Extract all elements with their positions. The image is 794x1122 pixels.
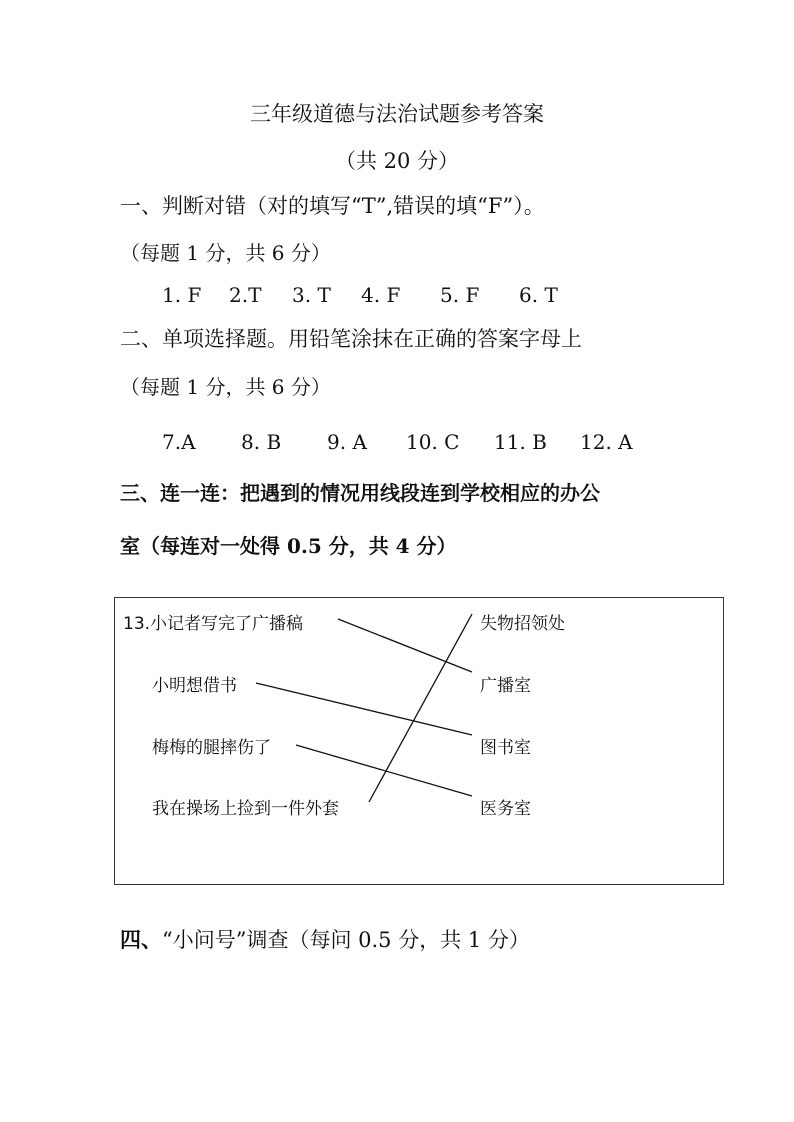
section3-heading-line1: 三、连一连：把遇到的情况用线段连到学校相应的办公 — [120, 481, 600, 505]
match-line-2 — [256, 683, 472, 735]
total-score: （共 20 分） — [334, 149, 460, 173]
section2-score: （每题 1 分，共 6 分） — [120, 375, 331, 399]
answer-9: 9. A — [327, 430, 367, 454]
answer-8: 8. B — [241, 430, 282, 454]
match-line-3 — [296, 745, 472, 796]
section3-heading-line2: 室（每连对一处得 0.5 分，共 4 分） — [120, 534, 457, 558]
match-left-4: 我在操场上捡到一件外套 — [152, 799, 339, 819]
answer-12: 12. A — [580, 430, 633, 454]
section1-score: （每题 1 分，共 6 分） — [120, 241, 331, 265]
match-left-1: 13.小记者写完了广播稿 — [123, 614, 304, 634]
match-right-4: 医务室 — [480, 799, 531, 819]
answer-1: 1. F — [162, 283, 202, 307]
answer-4: 4. F — [361, 283, 401, 307]
section4-heading — [120, 924, 530, 954]
answer-10: 10. C — [406, 430, 460, 454]
match-left-2: 小明想借书 — [152, 676, 237, 696]
match-line-4 — [369, 614, 472, 802]
answer-2: 2.T — [229, 283, 262, 307]
answer-5: 5. F — [440, 283, 480, 307]
match-line-1 — [338, 619, 472, 672]
match-right-1: 失物招领处 — [480, 614, 565, 634]
document-title: 三年级道德与法治试题参考答案 — [250, 102, 544, 126]
section4-title: “小问号”调查（每问 0.5 分，共 1 分） — [162, 928, 530, 952]
match-left-3: 梅梅的腿摔伤了 — [152, 738, 271, 758]
section4-heading-text — [120, 928, 530, 952]
section2-heading: 二、单项选择题。用铅笔涂抹在正确的答案字母上 — [120, 327, 582, 351]
section4-number: 四、 — [120, 927, 162, 952]
match-right-2: 广播室 — [480, 676, 531, 696]
section1-heading: 一、判断对错（对的填写“T”,错误的填“F”）。 — [120, 194, 545, 218]
answer-11: 11. B — [494, 430, 547, 454]
answer-6: 6. T — [519, 283, 558, 307]
answer-3: 3. T — [292, 283, 331, 307]
match-right-3: 图书室 — [480, 738, 531, 758]
answer-7: 7.A — [162, 430, 196, 454]
